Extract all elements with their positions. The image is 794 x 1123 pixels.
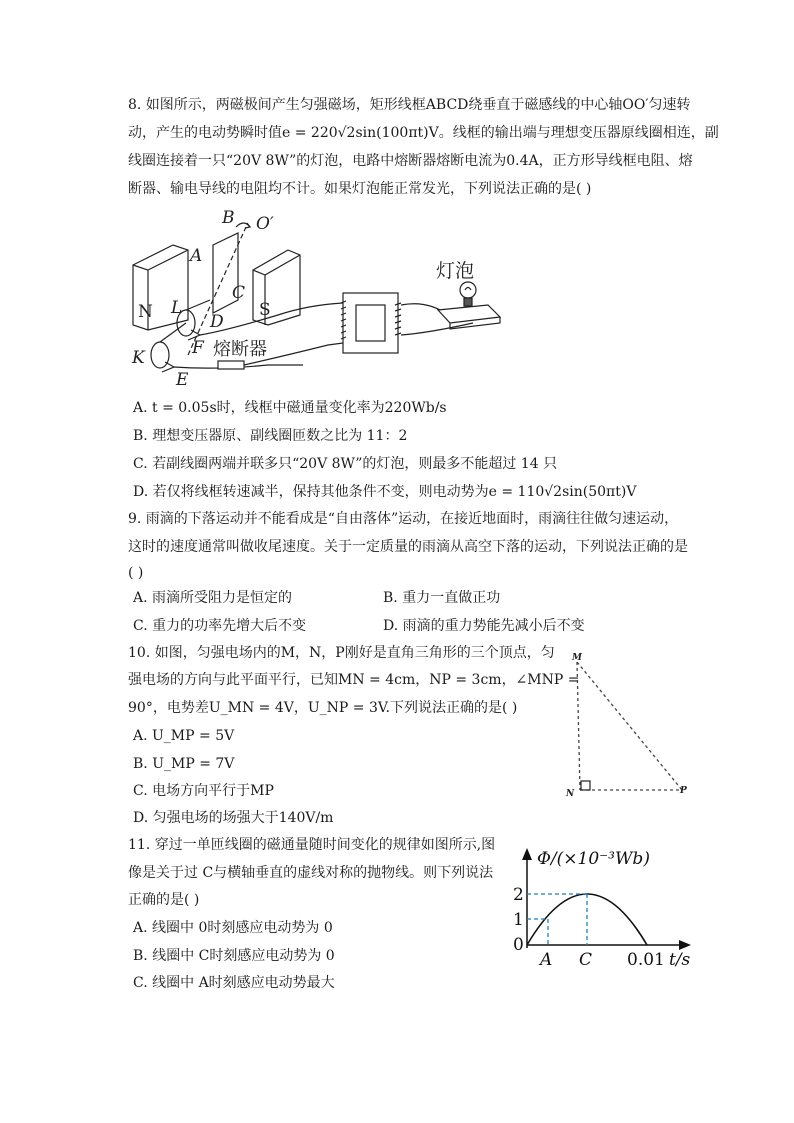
y-axis-arrow-icon xyxy=(522,848,532,860)
label-M: M xyxy=(572,653,582,663)
q8-stem-line-1: 8. 如图所示，两磁极间产生匀强磁场，矩形线框ABCD绕垂直于磁感线的中心轴OO′匀速转 xyxy=(128,97,691,113)
q9-option-c: C. 重力的功率先增大后不变 xyxy=(133,618,307,634)
label-B: B xyxy=(222,208,235,228)
q11-option-a: A. 线圈中 0时刻感应电动势为 0 xyxy=(133,920,333,936)
q11-stem-line-2: 像是关于过 C与横轴垂直的虚线对称的抛物线。则下列说法 xyxy=(128,865,494,881)
q9-option-a: A. 雨滴所受阻力是恒定的 xyxy=(133,590,293,606)
x-axis-arrow-icon xyxy=(679,940,691,950)
q8-stem-line-4: 断器、输电导线的电阻均不计。如果灯泡能正常发光，下列说法正确的是( ) xyxy=(128,181,592,197)
x-axis-label: t/s xyxy=(669,950,691,970)
q8-stem-line-3: 线圈连接着一只“20V 8W”的灯泡，电路中熔断器熔断电流为0.4A，正方形导线框电阻、熔 xyxy=(128,153,693,169)
label-S-pole: S xyxy=(259,300,271,320)
x-tick-001: 0.01 xyxy=(627,950,665,970)
q11-stem-line-1: 11. 穿过一单匝线圈的磁通量随时间变化的规律如图所示,图 xyxy=(128,837,496,853)
q9-option-b: B. 重力一直做正功 xyxy=(383,590,501,606)
label-N: N xyxy=(566,789,575,799)
q8-option-a: A. t = 0.05s时，线框中磁通量变化率为220Wb/s xyxy=(133,400,447,416)
q10-option-a: A. U_MP = 5V xyxy=(133,728,235,744)
label-A: A xyxy=(190,246,203,266)
q10-stem-line-3: 90°，电势差U_MN = 4V，U_NP = 3V.下列说法正确的是( ) xyxy=(128,700,518,716)
label-E: E xyxy=(176,370,189,390)
q8-stem-line-2: 动，产生的电动势瞬时值e = 220√2sin(100πt)V。线框的输出端与理想变压器原线圈相连，副 xyxy=(128,125,719,141)
label-L: L xyxy=(171,298,183,318)
right-angle-marker xyxy=(581,781,590,790)
label-F: F xyxy=(192,338,204,358)
q10-stem-line-2: 强电场的方向与此平面平行，已知MN = 4cm，NP = 3cm，∠MNP = xyxy=(128,672,580,688)
q9-stem-line-1: 9. 雨滴的下落运动并不能看成是“自由落体”运动，在接近地面时，雨滴往往做匀速运动， xyxy=(128,511,679,527)
y-axis-label: Φ/(×10⁻³Wb) xyxy=(537,849,650,869)
label-bulb: 灯泡 xyxy=(436,260,475,282)
q8-option-d: D. 若仅将线框转速减半，保持其他条件不变，则电动势为e = 110√2sin(50πt)V xyxy=(133,484,637,500)
q10-stem-line-1: 10. 如图，匀强电场内的M，N，P刚好是直角三角形的三个顶点，匀 xyxy=(128,645,555,661)
q8-option-c: C. 若副线圈两端并联多只“20V 8W”的灯泡，则最多不能超过 14 只 xyxy=(133,456,558,472)
y-tick-0: 0 xyxy=(513,935,524,955)
label-N-pole: N xyxy=(138,302,153,322)
q9-option-d: D. 雨滴的重力势能先减小后不变 xyxy=(383,618,585,634)
q10-triangle-figure xyxy=(560,648,700,808)
q9-stem-line-2: 这时的速度通常叫做收尾速度。关于一定质量的雨滴从高空下落的运动，下列说法正确的是 xyxy=(128,539,688,555)
y-tick-1: 1 xyxy=(513,910,524,930)
q10-option-d: D. 匀强电场的场强大于140V/m xyxy=(133,810,334,826)
q10-option-c: C. 电场方向平行于MP xyxy=(133,783,274,799)
label-fuse: 熔断器 xyxy=(213,339,267,360)
q11-option-c: C. 线圈中 A时刻感应电动势最大 xyxy=(133,975,335,991)
label-O-prime: O′ xyxy=(256,214,274,234)
x-tick-a: A xyxy=(540,950,553,970)
q11-stem-line-3: 正确的是( ) xyxy=(128,892,200,908)
q10-option-b: B. U_MP = 7V xyxy=(133,756,235,772)
q11-flux-graph xyxy=(505,838,705,973)
label-K: K xyxy=(132,348,145,368)
x-tick-c: C xyxy=(579,950,593,970)
q8-generator-figure xyxy=(128,205,508,395)
q8-option-b: B. 理想变压器原、副线圈匝数之比为 11：2 xyxy=(133,428,408,444)
label-C: C xyxy=(232,283,246,303)
label-D: D xyxy=(210,312,224,332)
q11-option-b: B. 线圈中 C时刻感应电动势为 0 xyxy=(133,948,335,964)
y-tick-2: 2 xyxy=(513,885,524,905)
q9-stem-line-3: ( ) xyxy=(128,565,144,581)
label-P: P xyxy=(680,786,687,796)
